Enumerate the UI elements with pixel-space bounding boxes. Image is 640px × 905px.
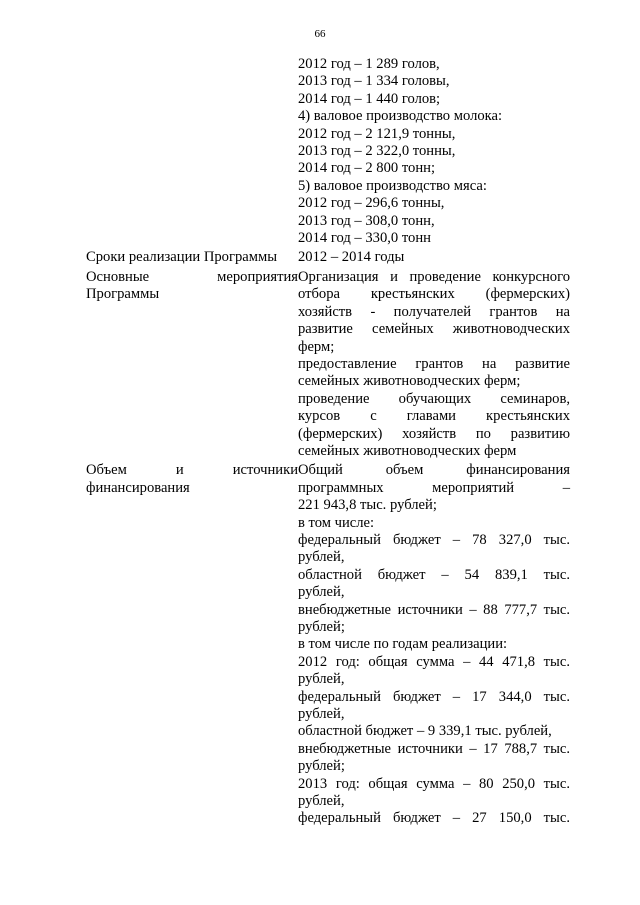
row-label bbox=[86, 269, 298, 304]
value-line: рублей, bbox=[298, 671, 345, 688]
value-line: 2012 – 2014 годы bbox=[298, 249, 405, 266]
value-line: Общий объем финансирования bbox=[298, 462, 570, 479]
value-line: областной бюджет – 54 839,1 тыс. bbox=[298, 566, 570, 583]
page-number: 66 bbox=[314, 28, 326, 40]
value-line: семейных животноводческих ферм; bbox=[298, 373, 521, 390]
label-line: Сроки реализации Программы bbox=[86, 249, 278, 266]
value-line: рублей, bbox=[298, 549, 345, 566]
value-line: рублей; bbox=[298, 619, 345, 635]
value-line: ферм; bbox=[298, 338, 335, 355]
value-line: рублей, bbox=[298, 706, 345, 723]
value-line: 2014 год – 2 800 тонн; bbox=[298, 160, 435, 177]
value-line: 2014 год – 330,0 тонн bbox=[298, 230, 431, 247]
row-label bbox=[86, 462, 298, 497]
table-row-financing bbox=[86, 460, 570, 828]
value-line: курсов с главами крестьянских bbox=[298, 408, 570, 425]
value-line: федеральный бюджет – 17 344,0 тыс. bbox=[298, 688, 570, 705]
value-line: 221 943,8 тыс. рублей; bbox=[298, 497, 437, 514]
row-value bbox=[298, 249, 570, 266]
value-line: 2013 год – 1 334 головы, bbox=[298, 73, 450, 90]
value-line: 4) валовое производство молока: bbox=[298, 108, 503, 125]
value-line: рублей, bbox=[298, 793, 345, 810]
label-line: финансирования bbox=[86, 479, 190, 496]
value-line: рублей; bbox=[298, 758, 345, 775]
value-line: 2012 год – 2 121,9 тонны, bbox=[298, 125, 456, 142]
value-line: (фермерских) хозяйств по развитию bbox=[298, 425, 570, 442]
value-line: 2014 год – 1 440 голов; bbox=[298, 90, 441, 107]
table-row-timeline bbox=[86, 247, 570, 266]
value-line: федеральный бюджет – 78 327,0 тыс. bbox=[298, 531, 570, 548]
value-line: внебюджетные источники – 88 777,7 тыс. bbox=[298, 601, 570, 618]
value-line: в том числе по годам реализации: bbox=[298, 636, 508, 653]
value-line: семейных животноводческих ферм bbox=[298, 442, 517, 459]
value-line: областной бюджет – 9 339,1 тыс. рублей, bbox=[298, 723, 552, 740]
table-row-main-activities bbox=[86, 267, 570, 460]
row-value bbox=[298, 269, 570, 460]
label-line: Программы bbox=[86, 286, 160, 303]
value-line: хозяйств - получателей грантов на bbox=[298, 303, 570, 320]
value-line: федеральный бюджет – 27 150,0 тыс. bbox=[298, 810, 570, 827]
value-line: 2012 год: общая сумма – 44 471,8 тыс. bbox=[298, 653, 570, 670]
value-line: 2012 год – 296,6 тонны, bbox=[298, 195, 445, 212]
value-line: 2013 год: общая сумма – 80 250,0 тыс. bbox=[298, 775, 570, 792]
label-line: Объем и источники bbox=[86, 462, 298, 479]
row-value bbox=[298, 56, 570, 247]
value-line: внебюджетные источники – 17 788,7 тыс. bbox=[298, 740, 570, 757]
row-value bbox=[298, 462, 570, 828]
label-line: Основные мероприятия bbox=[86, 268, 298, 285]
value-line: Организация и проведение конкурсного bbox=[298, 268, 570, 285]
value-line: в том числе: bbox=[298, 514, 375, 531]
value-line: отбора крестьянских (фермерских) bbox=[298, 286, 570, 303]
value-line: 2012 год – 1 289 голов, bbox=[298, 56, 440, 72]
program-passport-table bbox=[86, 56, 570, 828]
value-line: развитие семейных животноводческих bbox=[298, 321, 570, 338]
value-line: проведение обучающих семинаров, bbox=[298, 390, 570, 407]
value-line: предоставление грантов на развитие bbox=[298, 355, 570, 372]
value-line: программных мероприятий – bbox=[298, 479, 570, 496]
table-row-continuation bbox=[86, 56, 570, 247]
value-line: 2013 год – 2 322,0 тонны, bbox=[298, 143, 456, 160]
row-label bbox=[86, 249, 298, 266]
value-line: рублей, bbox=[298, 584, 345, 601]
value-line: 5) валовое производство мяса: bbox=[298, 177, 487, 194]
value-line: 2013 год – 308,0 тонн, bbox=[298, 212, 435, 229]
